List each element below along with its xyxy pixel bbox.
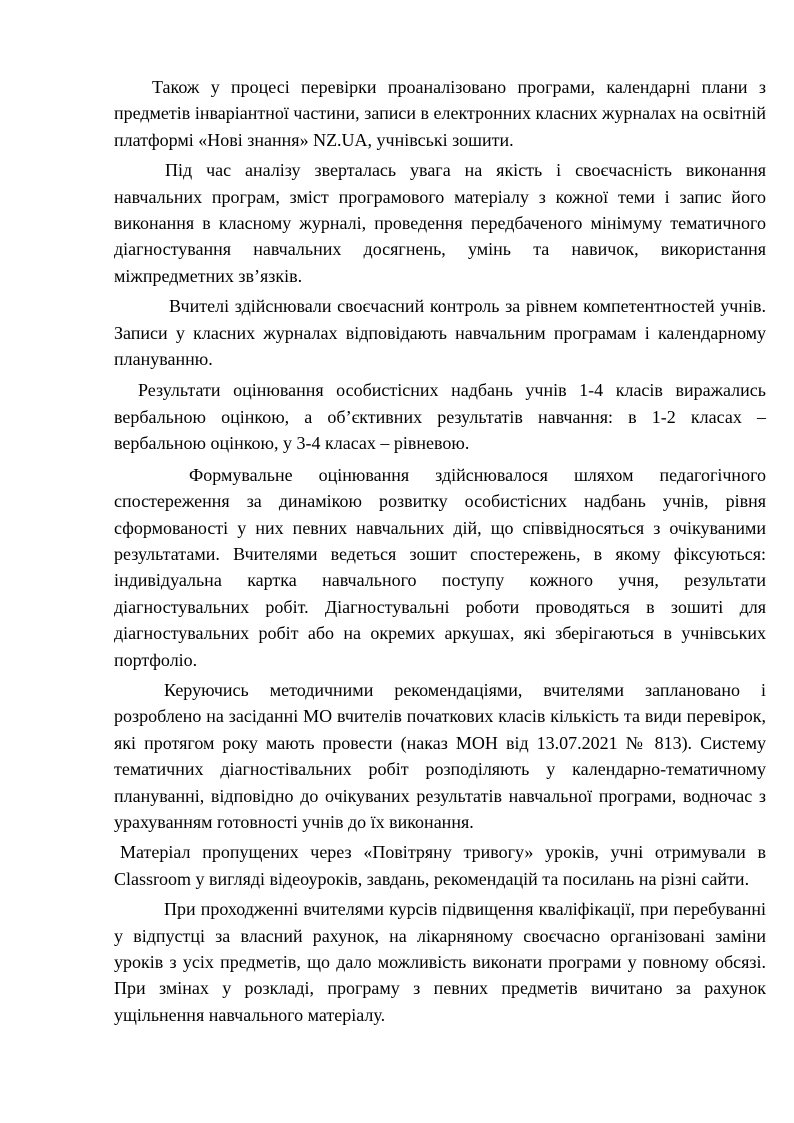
paragraph-lesson-replacements: При проходженні вчителями курсів підвищення кваліфікації, при перебуванні у відпустці за власний рахунок, на лікарняному своєчасно організовані заміни уроків з усіх предметів, що дало можливість виконати програми у повному обсязі. При змінах у розкладі, програму з певних предметів вичитано за рахунок ущільнення навчального матеріалу.: [114, 899, 766, 1025]
paragraph-air-raid-materials: Матеріал пропущених через «Повітряну тривогу» уроків, учні отримували в Classroom у вигляді відеоуроків, завдань, рекомендацій та посилань на різні сайти.: [114, 842, 766, 889]
paragraph-formative-assessment: Формувальне оцінювання здійснювалося шляхом педагогічного спостереження за динамікою розвитку особистісних надбань учнів, рівня сформованості у них певних навчальних дій, що співвідносяться з очікуваними результатами. Вчителями ведеться зошит спостережень, в якому фіксуються: індивідуальна картка навчального поступу кожного учня, результати діагностувальних робіт. Діагностувальні роботи проводяться в зошиті для діагностувальних робіт або на окремих аркушах, які зберігаються в учнівських портфоліо.: [114, 464, 766, 670]
paragraph-teacher-control: Вчителі здійснювали своєчасний контроль за рівнем компетентностей учнів. Записи у класних журналах відповідають навчальним програмам і календарному плануванню.: [114, 296, 766, 370]
paragraph-methodical-recommendations: Керуючись методичними рекомендаціями, вчителями заплановано і розроблено на засіданні МО вчителів початкових класів кількість та види перевірок, які протягом року мають провести (наказ МОН від 13.07.2021 № 813). Систему тематичних діагностівальних робіт розподіляють у календарно-тематичному плануванні, відповідно до очікуваних результатів навчальної програми, водночас з урахуванням готовності учнів до їх виконання.: [114, 679, 766, 832]
document-page: [114, 74, 766, 1028]
paragraph-analysis-focus: Під час аналізу зверталась увага на якість і своєчасність виконання навчальних програм, зміст програмового матеріалу з кожної теми і запис його виконання в класному журналі, проведення передбаченого мінімуму тематичного діагностування навчальних досягнень, умінь та навичок, використання міжпредметних зв’язків.: [114, 160, 766, 286]
paragraph-program-review: Також у процесі перевірки проаналізовано програми, календарні плани з предметів інваріантної частини, записи в електронних класних журналах на освітній платформі «Нові знання» NZ.UA, учнівські зошити.: [114, 77, 766, 150]
paragraph-assessment-results: Результати оцінювання особистісних надбань учнів 1-4 класів виражались вербальною оцінкою, а об’єктивних результатів навчання: в 1-2 класах – вербальною оцінкою, у 3-4 класах – рівневою.: [114, 380, 766, 454]
